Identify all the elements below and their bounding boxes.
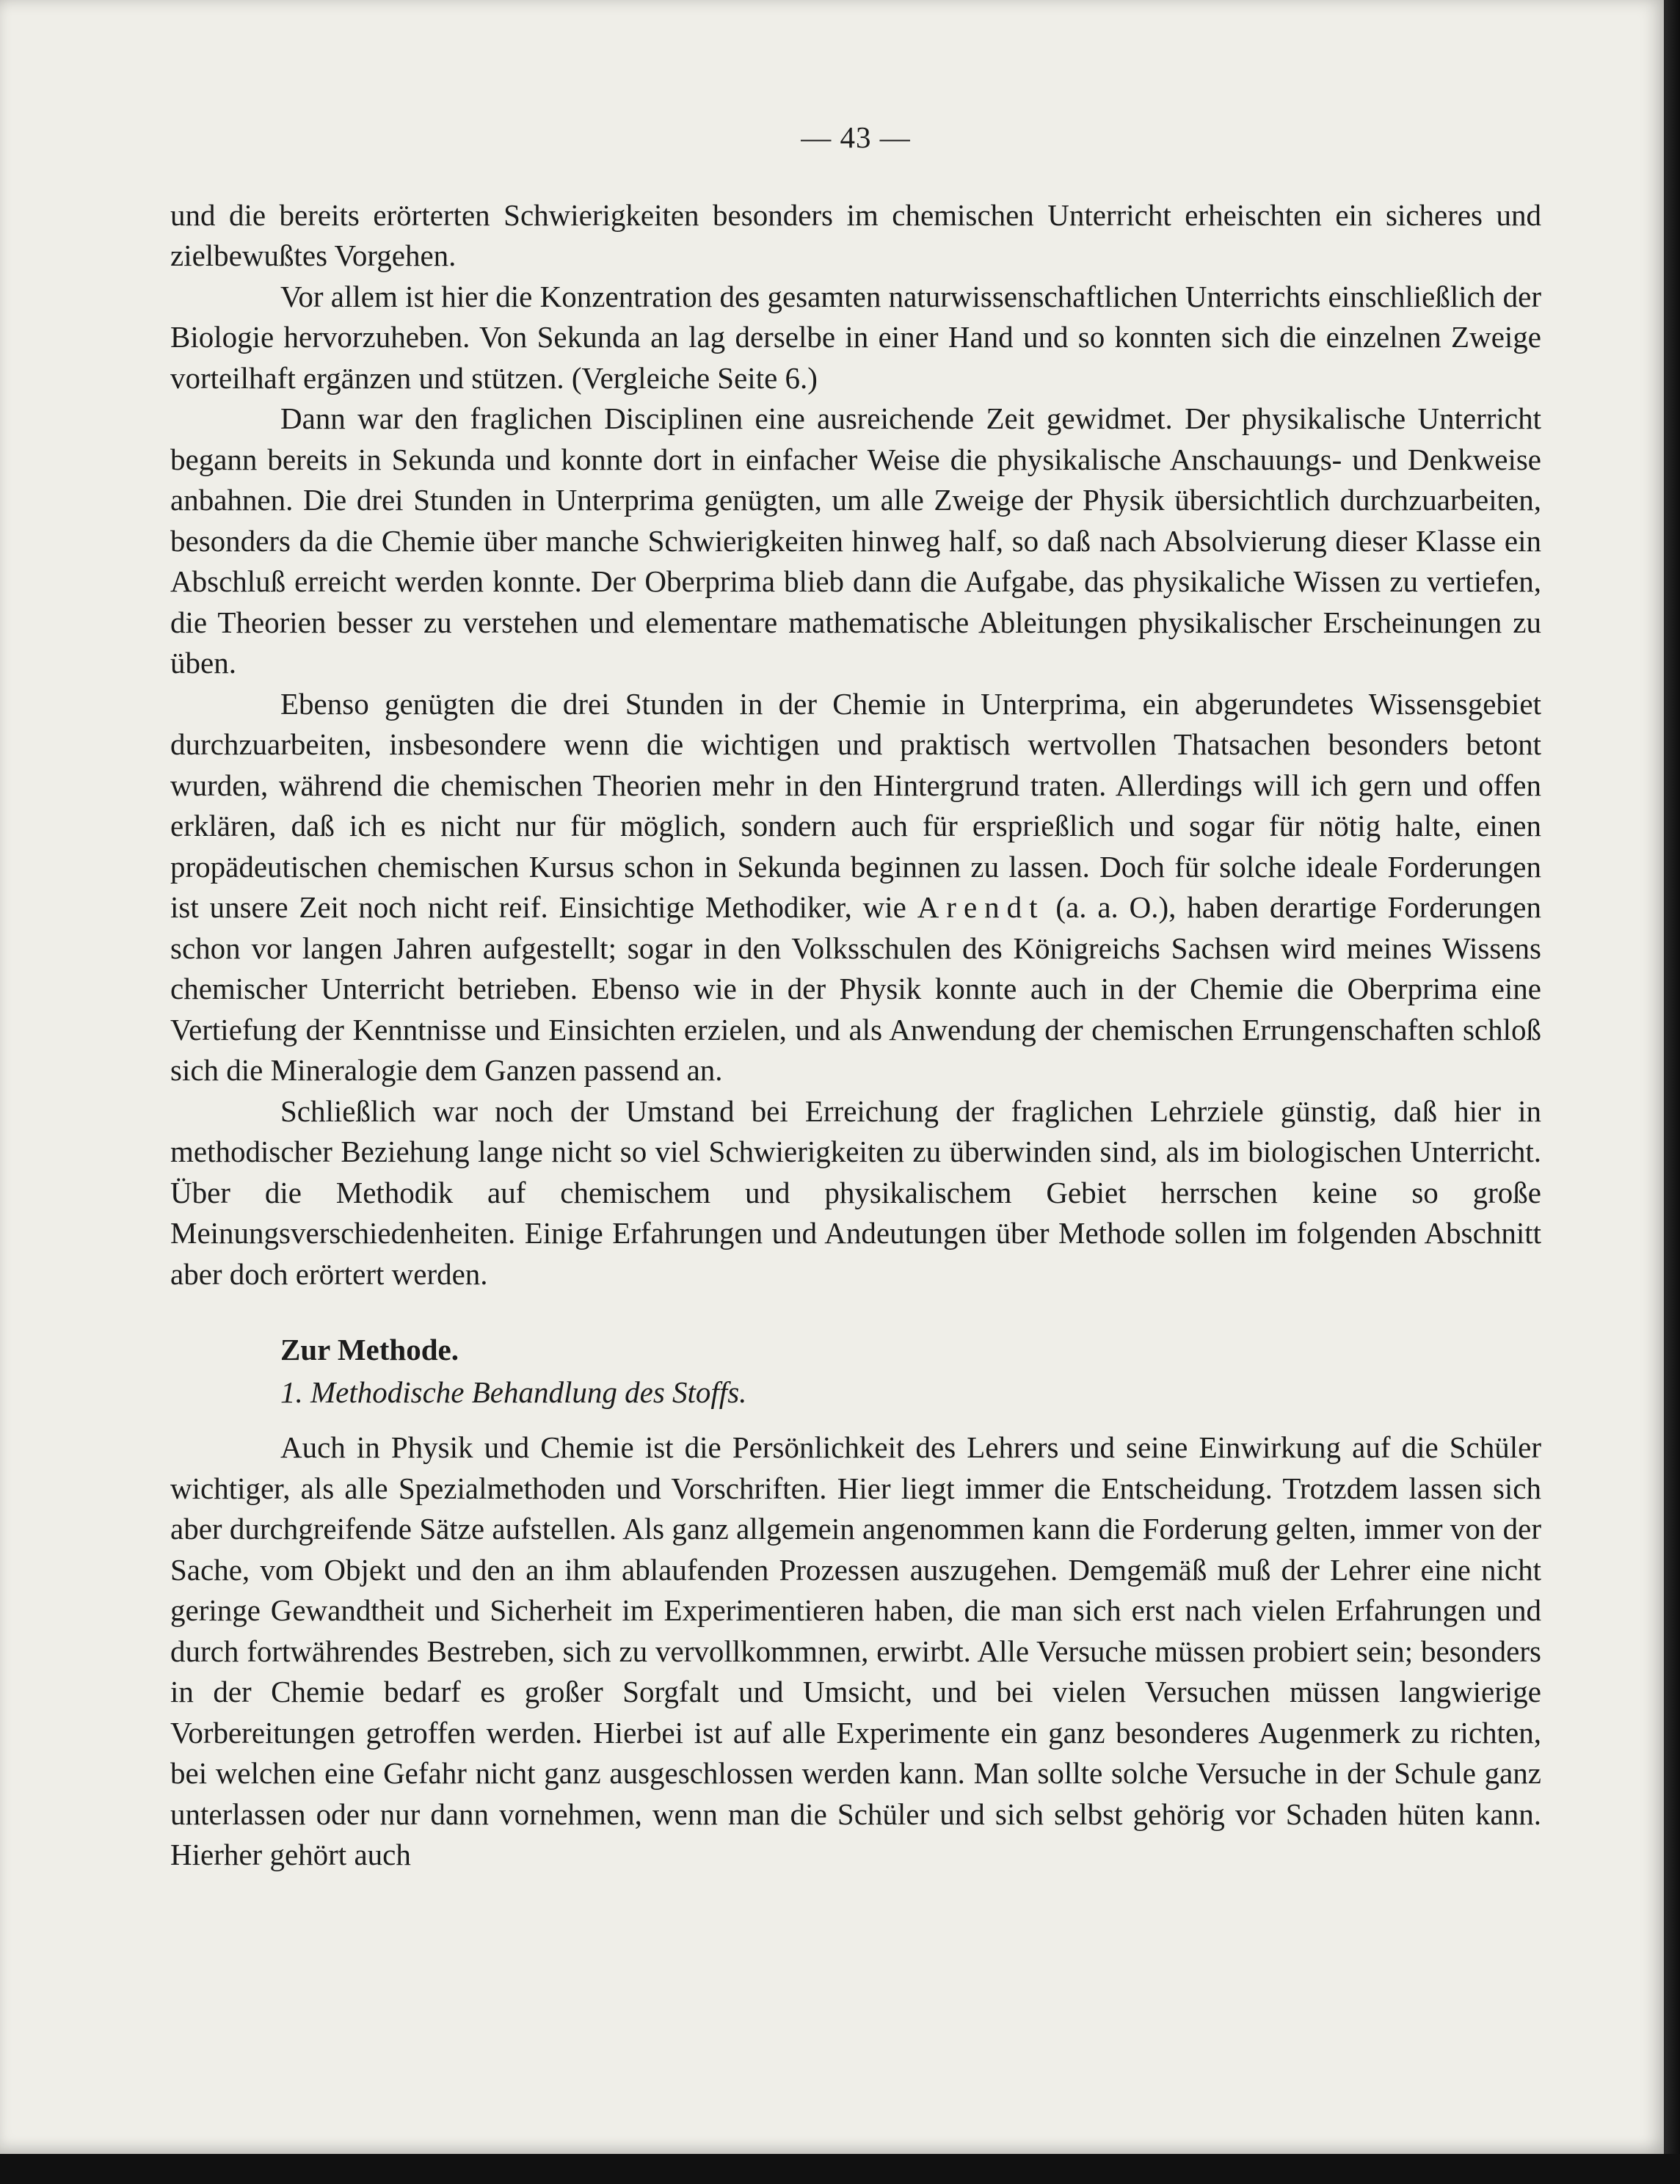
paragraph-continuation: und die bereits erörterten Schwierigkeiten besonders im chemischen Unterricht erheischten ein sicheres und zielbewußtes Vorgehen. [170, 197, 1541, 272]
paragraph-chemistry [170, 684, 1541, 1091]
page-content [170, 117, 1541, 1876]
page-number: — 43 — [801, 120, 911, 154]
section-heading: Zur Methode. [280, 1333, 459, 1366]
paragraph-methodology-conditions: Schließlich war noch der Umstand bei Erreichung der fraglichen Lehrziele günstig, daß hier in methodischer Beziehung lange nicht so viel Schwierigkeiten zu überwinden sind, als im biologischen Unterricht. Über die Methodik auf chemischem und physikalischem Gebiet herrschen keine so große Meinungsverschiedenheiten. Einige Erfahrungen und Andeutungen über Methode sollen im folgenden Abschnitt aber doch erörtert werden. [170, 1093, 1541, 1291]
paragraph-chemistry-before: Ebenso genügten die drei Stunden in der Chemie in Unterprima, ein abgerundetes Wissensgebiet durchzuarbeiten, insbesondere wenn die wichtigen und praktisch wertvollen Thatsachen besonders betont wurden, während die chemischen Theorien mehr in den Hintergrund traten. Allerdings will ich gern und offen erklären, daß ich es nicht nur für möglich, sondern auch für ersprießlich und sogar für nötig halte, einen propädeutischen chemischen Kursus schon in Sekunda beginnen zu lassen. Doch für solche ideale Forderungen ist unsere Zeit noch nicht reif. Einsichtige Methodiker, wie [170, 686, 1541, 924]
paragraph-concentration: Vor allem ist hier die Konzentration des gesamten naturwissenschaftlichen Unterrichts einschließlich der Biologie hervorzuheben. Von Sekunda an lag derselbe in einer Hand und so konnten sich die einzelnen Zweige vorteilhaft ergänzen und stützen. (Vergleiche Seite 6.) [170, 279, 1541, 395]
paragraph-method-treatment: Auch in Physik und Chemie ist die Persönlichkeit des Lehrers und seine Einwirkung auf die Schüler wichtiger, als alle Spezialmethoden und Vorschriften. Hier liegt immer die Entscheidung. Trotzdem lassen sich aber durchgreifende Sätze aufstellen. Als ganz allgemein angenommen kann die Forderung gelten, immer von der Sache, vom Objekt und den an ihm ablaufenden Prozessen auszugehen. Demgemäß muß der Lehrer eine nicht geringe Gewandtheit und Sicherheit im Experimentieren haben, die man sich erst nach vielen Erfahrungen und durch fortwährendes Bestreben, sich zu vervollkommnen, erwirbt. Alle Versuche müssen probiert sein; besonders in der Chemie bedarf es großer Sorgfalt und Umsicht, und bei vielen Versuchen müssen langwierige Vorbereitungen getroffen werden. Hierbei ist auf alle Experimente ein ganz besonderes Augenmerk zu richten, bei welchen eine Gefahr nicht ganz ausgeschlossen werden kann. Man sollte solche Versuche in der Schule ganz unterlassen oder nur dann vornehmen, wenn man die Schüler und sich selbst gehörig vor Schaden hüten kann. Hierher gehört auch [170, 1430, 1541, 1871]
page-edge-shadow [1664, 0, 1680, 2184]
paragraph-chemistry-after: (a. a. O.), haben derartige Forderungen schon vor langen Jahren aufgestellt; sogar in den Volksschulen des Königreichs Sachsen wird meines Wissens chemischer Unterricht betrieben. Ebenso wie in der Physik konnte auch in der Chemie die Oberprima eine Vertiefung der Kenntnisse und Einsichten erzielen, und als Anwendung der chemischen Errungenschaften schloß sich die Mineralogie dem Ganzen passend an. [170, 890, 1541, 1087]
subsection-heading: 1. Methodische Behandlung des Stoffs. [280, 1375, 747, 1409]
page-bottom-shadow [0, 2154, 1680, 2184]
author-name-arendt: Arendt [917, 890, 1045, 924]
paragraph-time-allocation: Dann war den fraglichen Disciplinen eine ausreichende Zeit gewidmet. Der physikalische Unterricht begann bereits in Sekunda und konnte dort in einfacher Weise die physikalische Anschauungs- und Denkweise anbahnen. Die drei Stunden in Unterprima genügten, um alle Zweige der Physik übersichtlich durchzuarbeiten, besonders da die Chemie über manche Schwierigkeiten hinweg half, so daß nach Absolvierung dieser Klasse ein Abschluß erreicht werden konnte. Der Oberprima blieb dann die Aufgabe, das physikaliche Wissen zu vertiefen, die Theorien besser zu verstehen und elementare mathematische Ableitungen physikalischer Erscheinungen zu üben. [170, 401, 1541, 680]
